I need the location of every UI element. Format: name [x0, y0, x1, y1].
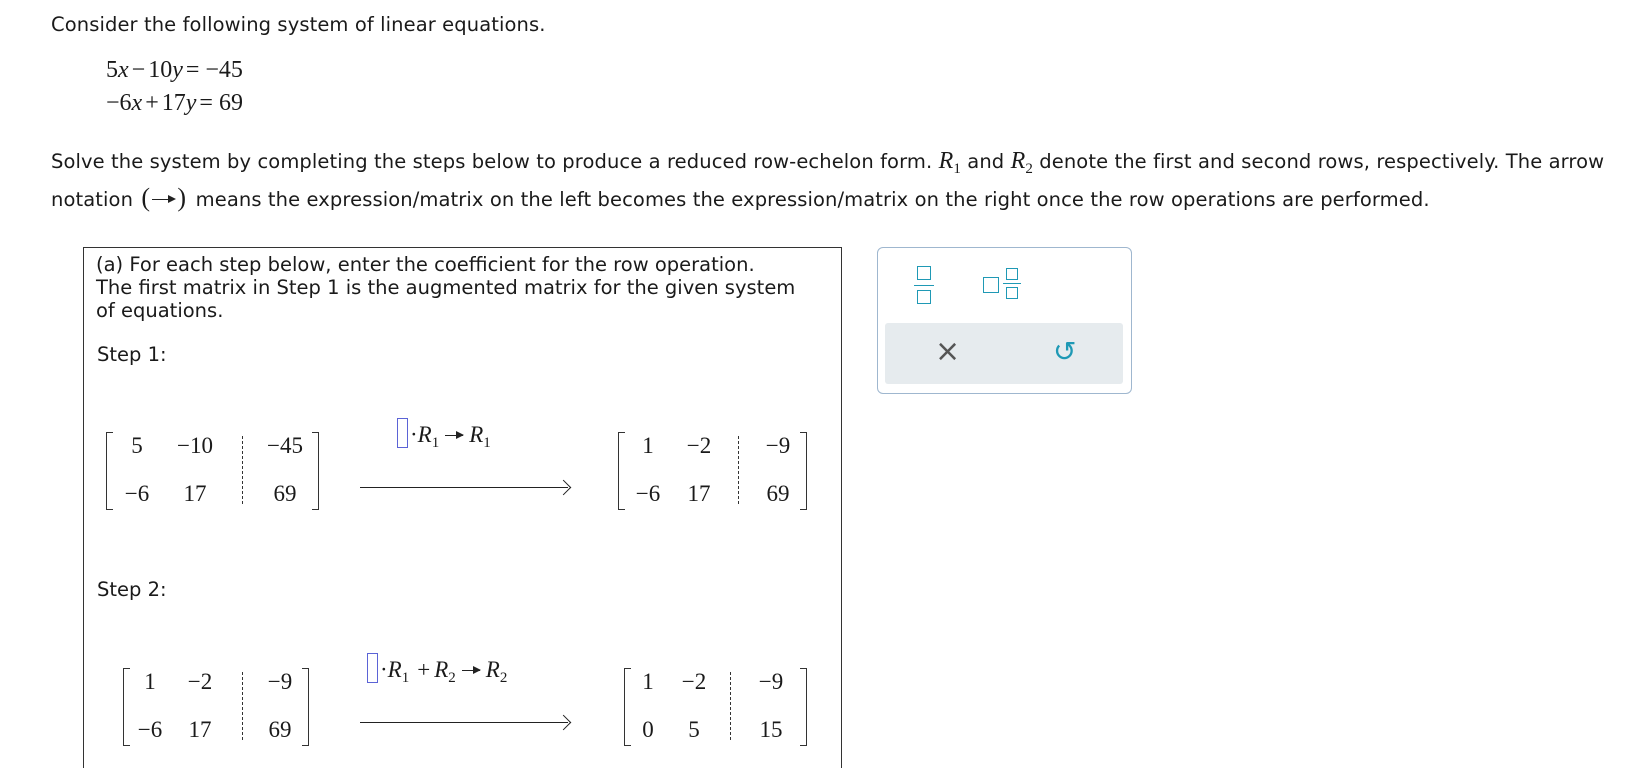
maps-to-arrow-icon — [462, 670, 480, 671]
intro-text: Consider the following system of linear equations. — [51, 13, 546, 36]
step-2-label: Step 2: — [97, 578, 167, 601]
equation-1: 5x − 10y = −45 — [106, 57, 243, 83]
undo-icon[interactable]: ↺ — [1053, 335, 1077, 368]
instructions-line-2: notation ( ) means the expression/matrix on the left becomes the expression/matrix on the right once the row operations are performed. — [51, 183, 1430, 212]
equation-2: −6x + 17y = 69 — [106, 90, 243, 116]
step-1-label: Step 1: — [97, 343, 167, 366]
clear-icon[interactable]: × — [935, 334, 961, 369]
step1-coefficient-input[interactable] — [397, 418, 408, 448]
instructions-line-1: Solve the system by completing the steps below to produce a reduced row-echelon form. $R_1$ and $R_2$ denote the first and second rows, respectively. The arrow — [51, 148, 1605, 177]
arrow-notation-icon: ( ) — [141, 183, 187, 212]
maps-to-arrow-icon — [445, 435, 463, 436]
part-a-instructions: (a) For each step below, enter the coefficient for the row operation. The first matrix in Step 1 is the augmented matrix for the given system of equations. — [96, 253, 796, 322]
fraction-icon[interactable] — [912, 264, 936, 304]
mixed-number-icon[interactable] — [981, 264, 1025, 304]
palette-actions-bar — [885, 323, 1123, 384]
step1-arrow — [360, 487, 568, 488]
step2-arrow — [360, 722, 568, 723]
step2-coefficient-input[interactable] — [367, 653, 378, 683]
step2-row-operation: $\cdot R_1 + R_2$ $R_2$ — [367, 653, 507, 683]
step1-row-operation: $\cdot R_1$ $R_1$ — [397, 418, 491, 448]
